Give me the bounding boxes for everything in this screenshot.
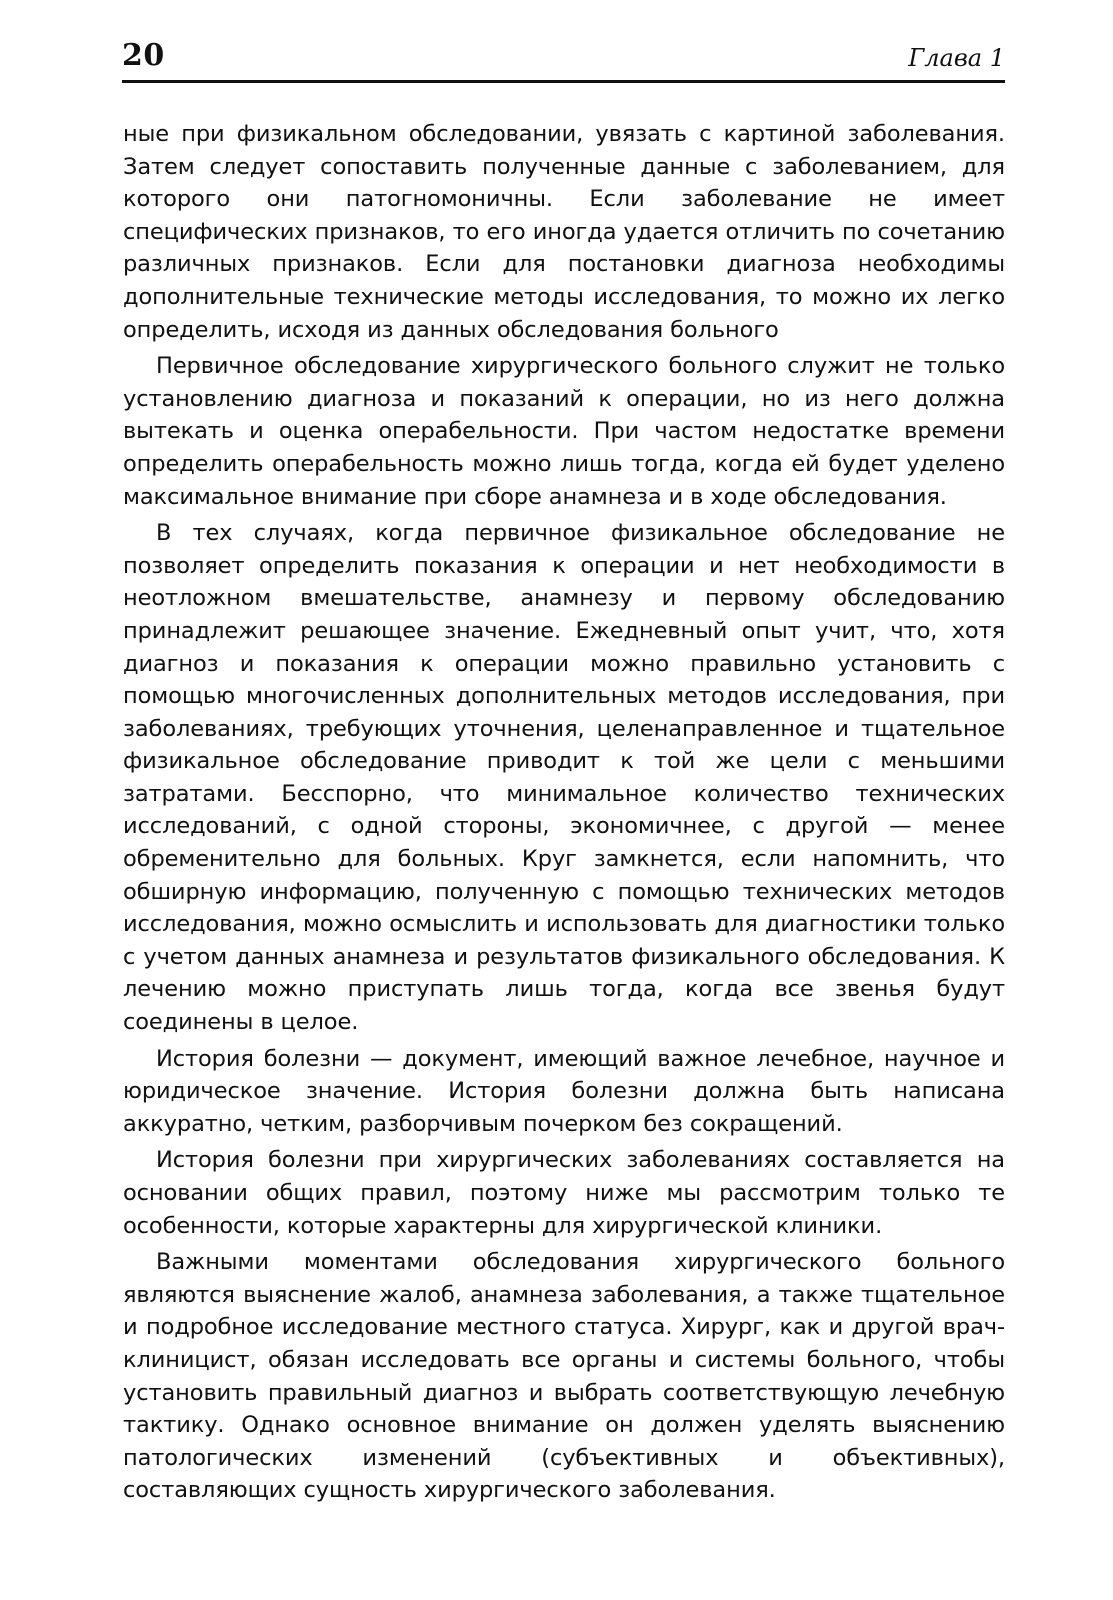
paragraph-examination-moments: Важными моментами обследования хирургического больного являются выяснение жалоб, анамнеза заболевания, а также тщательное и подробное исследование местного статуса. Хирург, как и другой врач-клиницист, обязан исследовать все органы и системы больного, чтобы установить правильный диагноз и выбрать соответствующую лечебную тактику. Однако основное внимание он должен уделять выяснению патологических изменений (субъективных и объективных), составляющих сущность хирургического заболевания.	[123, 1249, 1005, 1504]
header-rule	[122, 80, 1005, 83]
paragraph-medical-history-document: История болезни — документ, имеющий важное лечебное, научное и юридическое значение. История болезни должна быть написана аккуратно, четким, разборчивым почерком без сокращений.	[123, 1045, 1005, 1137]
paragraph-anamnesis-value: В тех случаях, когда первичное физикальное обследование не позволяет определить показания к операции и нет необходимости в неотложном вмешательстве, анамнезу и первому обследованию принадлежит решающее значение. Ежедневный опыт учит, что, хотя диагноз и показания к операции можно правильно установить с помощью многочисленных дополнительных методов исследования, при заболеваниях, требующих уточнения, целенаправленное и тщательное физикальное обследование приводит к той же цели с меньшими затратами. Бесспорно, что минимальное количество технических исследований, с одной стороны, экономичнее, с другой — менее обременительно для больных. Круг замкнется, если напомнить, что обширную информацию, полученную с помощью технических методов исследования, можно осмыслить и использовать для диагностики только с учетом данных анамнеза и результатов физикального обследования. К лечению можно приступать лишь тогда, когда все звенья будут соединены в целое.	[123, 520, 1005, 1036]
page-number: 20	[122, 38, 165, 73]
body-text	[123, 118, 1005, 1511]
paragraph-continued: ные при физикальном обследовании, увязать с картиной заболевания. Затем следует сопоставить полученные данные с заболеванием, для которого они патогномоничны. Если заболевание не имеет специфических признаков, то его иногда удается отличить по сочетанию различных признаков. Если для постановки диагноза необходимы дополнительные технические методы исследования, то можно их легко определить, исходя из данных обследования больного	[123, 121, 1005, 343]
paragraph-history-rules: История болезни при хирургических заболеваниях составляется на основании общих правил, поэтому ниже мы рассмотрим только те особенности, которые характерны для хирургической клиники.	[123, 1147, 1005, 1239]
chapter-title: Глава 1	[908, 44, 1005, 72]
running-header	[122, 38, 1005, 82]
paragraph-primary-examination: Первичное обследование хирургического больного служит не только установлению диагноза и показаний к операции, но из него должна вытекать и оценка операбельности. При частом недостатке времени определить операбельность можно лишь тогда, когда ей будет уделено максимальное внимание при сборе анамнеза и в ходе обследования.	[123, 353, 1005, 510]
